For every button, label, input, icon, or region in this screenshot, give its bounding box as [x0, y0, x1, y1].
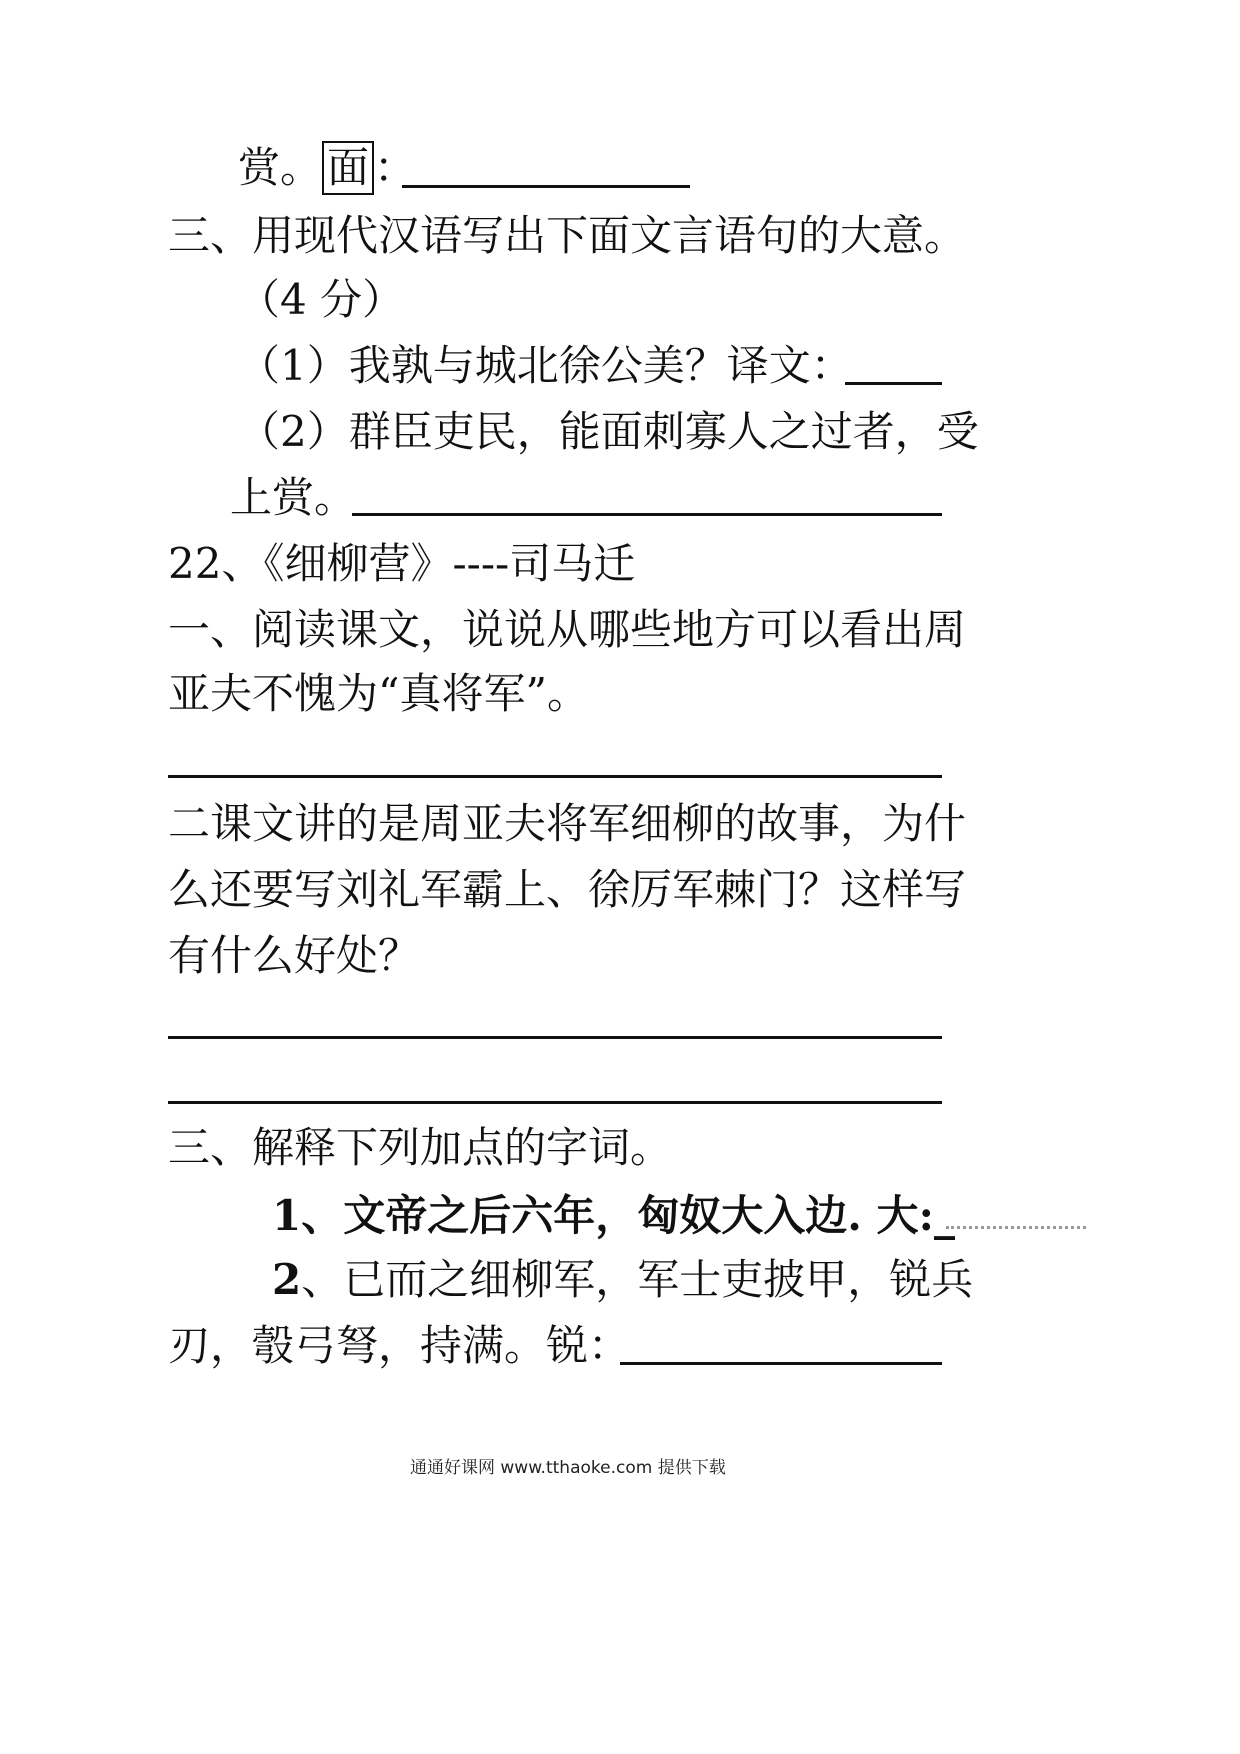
boxed-character: 面	[322, 141, 374, 195]
line-1	[238, 140, 416, 196]
answer-blank-5[interactable]	[168, 1036, 942, 1039]
lesson-title: 22、《细柳营》----司马迁	[168, 539, 636, 588]
item-number: 2	[272, 1255, 302, 1304]
section-two-text-cont: 么还要写刘礼军霸上、徐厉军棘门？这样写	[168, 865, 967, 914]
section-heading-read-cont: 亚夫不愧为“真将军”。	[168, 669, 589, 718]
explain-item-1: 1、文帝之后六年，匈奴大入边. 大:_	[272, 1191, 955, 1240]
footer-credit: 通通好课网 www.tthaoke.com 提供下载	[410, 1458, 726, 1478]
answer-blank-1[interactable]	[402, 185, 690, 188]
explain-item-2-cont: 刃，彀弓弩，持满。锐：	[168, 1321, 631, 1370]
section-heading-translate: 三、用现代汉语写出下面文言语句的大意。	[168, 211, 967, 260]
section-heading-read: 一、阅读课文，说说从哪些地方可以看出周	[168, 605, 967, 654]
section-heading-explain: 三、解释下列加点的字词。	[168, 1123, 673, 1172]
answer-blank-7[interactable]	[620, 1362, 942, 1365]
section-two-text: 二课文讲的是周亚夫将军细柳的故事，为什	[168, 799, 967, 848]
question-2: （2）群臣吏民，能面刺寡人之过者，受	[238, 407, 979, 456]
text: 赏。	[238, 143, 323, 192]
answer-blank-4[interactable]	[168, 775, 942, 778]
answer-blank-3[interactable]	[352, 513, 942, 516]
dotted-leader	[946, 1226, 1086, 1229]
question-2-cont: 上赏。	[230, 473, 357, 522]
text: ：	[374, 143, 417, 192]
text: 、已而之细柳军，军士吏披甲，锐兵	[301, 1255, 974, 1304]
question-1: （1）我孰与城北徐公美？译文：	[238, 341, 853, 390]
explain-item-2	[272, 1252, 973, 1308]
answer-blank-2[interactable]	[845, 382, 942, 385]
score-note: （4 分）	[238, 275, 405, 324]
answer-blank-6[interactable]	[168, 1101, 942, 1104]
section-two-text-end: 有什么好处？	[168, 931, 421, 980]
